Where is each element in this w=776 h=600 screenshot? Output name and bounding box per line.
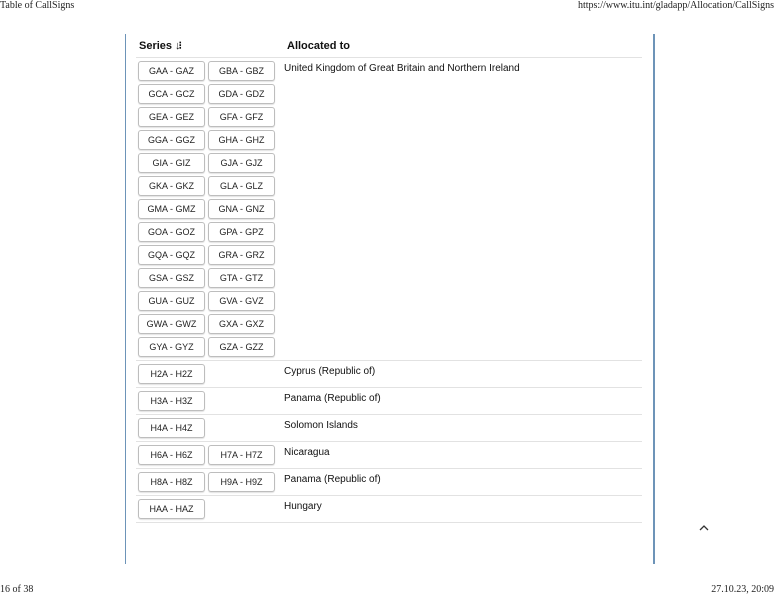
print-footer-page: 16 of 38 — [0, 584, 34, 595]
table-header — [136, 34, 642, 58]
series-button[interactable]: GOA - GOZ — [138, 222, 205, 242]
allocated-cell: Solomon Islands — [284, 420, 358, 431]
series-button[interactable]: GXA - GXZ — [208, 314, 275, 334]
series-button[interactable]: GBA - GBZ — [208, 61, 275, 81]
series-button[interactable]: GPA - GPZ — [208, 222, 275, 242]
series-button[interactable]: GQA - GQZ — [138, 245, 205, 265]
series-button[interactable]: H2A - H2Z — [138, 364, 205, 384]
callsign-table — [136, 34, 642, 523]
allocated-cell: Nicaragua — [284, 447, 330, 458]
table-body — [136, 58, 642, 523]
series-button[interactable]: GVA - GVZ — [208, 291, 275, 311]
series-button[interactable]: H6A - H6Z — [138, 445, 205, 465]
allocated-cell: Hungary — [284, 501, 322, 512]
table-row — [136, 361, 642, 388]
print-footer-datetime: 27.10.23, 20:09 — [711, 584, 774, 595]
series-button[interactable]: H7A - H7Z — [208, 445, 275, 465]
series-button[interactable]: GJA - GJZ — [208, 153, 275, 173]
content-frame — [125, 34, 655, 564]
series-button[interactable]: GGA - GGZ — [138, 130, 205, 150]
series-button[interactable]: GAA - GAZ — [138, 61, 205, 81]
series-button[interactable]: GLA - GLZ — [208, 176, 275, 196]
series-cell — [136, 442, 281, 468]
series-column-header[interactable] — [136, 39, 284, 52]
series-button[interactable]: H4A - H4Z — [138, 418, 205, 438]
print-header-title: Table of CallSigns — [0, 0, 75, 11]
series-button[interactable]: GCA - GCZ — [138, 84, 205, 104]
series-cell — [136, 361, 281, 387]
allocated-cell: Panama (Republic of) — [284, 474, 381, 485]
series-button[interactable]: GTA - GTZ — [208, 268, 275, 288]
table-row — [136, 388, 642, 415]
series-button[interactable]: GRA - GRZ — [208, 245, 275, 265]
allocated-cell: Cyprus (Republic of) — [284, 366, 376, 377]
series-button[interactable]: GWA - GWZ — [138, 314, 205, 334]
print-header-url: https://www.itu.int/gladapp/Allocation/CallSigns — [577, 0, 774, 11]
table-row — [136, 58, 642, 361]
series-button[interactable]: GUA - GUZ — [138, 291, 205, 311]
table-row — [136, 496, 642, 523]
series-button[interactable]: GKA - GKZ — [138, 176, 205, 196]
series-button[interactable]: GIA - GIZ — [138, 153, 205, 173]
table-row — [136, 442, 642, 469]
allocated-cell: Panama (Republic of) — [284, 393, 381, 404]
series-button[interactable]: GSA - GSZ — [138, 268, 205, 288]
series-button[interactable]: GFA - GFZ — [208, 107, 275, 127]
series-header-label: Series — [139, 39, 173, 52]
series-button[interactable]: H9A - H9Z — [208, 472, 275, 492]
series-button[interactable]: H3A - H3Z — [138, 391, 205, 411]
series-button[interactable]: GDA - GDZ — [208, 84, 275, 104]
allocated-cell: United Kingdom of Great Britain and Northern Ireland — [284, 63, 520, 74]
allocated-column-header: Allocated to — [287, 39, 350, 52]
series-button[interactable]: GZA - GZZ — [208, 337, 275, 357]
series-button[interactable]: H8A - H8Z — [138, 472, 205, 492]
table-row — [136, 469, 642, 496]
chevron-up-icon[interactable] — [697, 520, 711, 534]
series-cell — [136, 388, 281, 414]
series-button[interactable]: HAA - HAZ — [138, 499, 205, 519]
series-button[interactable]: GNA - GNZ — [208, 199, 275, 219]
series-cell — [136, 496, 281, 522]
sort-descending-icon[interactable]: ↓⁝ — [175, 40, 181, 52]
series-cell — [136, 58, 281, 360]
table-row — [136, 415, 642, 442]
series-button[interactable]: GEA - GEZ — [138, 107, 205, 127]
series-button[interactable]: GHA - GHZ — [208, 130, 275, 150]
series-cell — [136, 469, 281, 495]
series-button[interactable]: GYA - GYZ — [138, 337, 205, 357]
series-cell — [136, 415, 281, 441]
series-button[interactable]: GMA - GMZ — [138, 199, 205, 219]
